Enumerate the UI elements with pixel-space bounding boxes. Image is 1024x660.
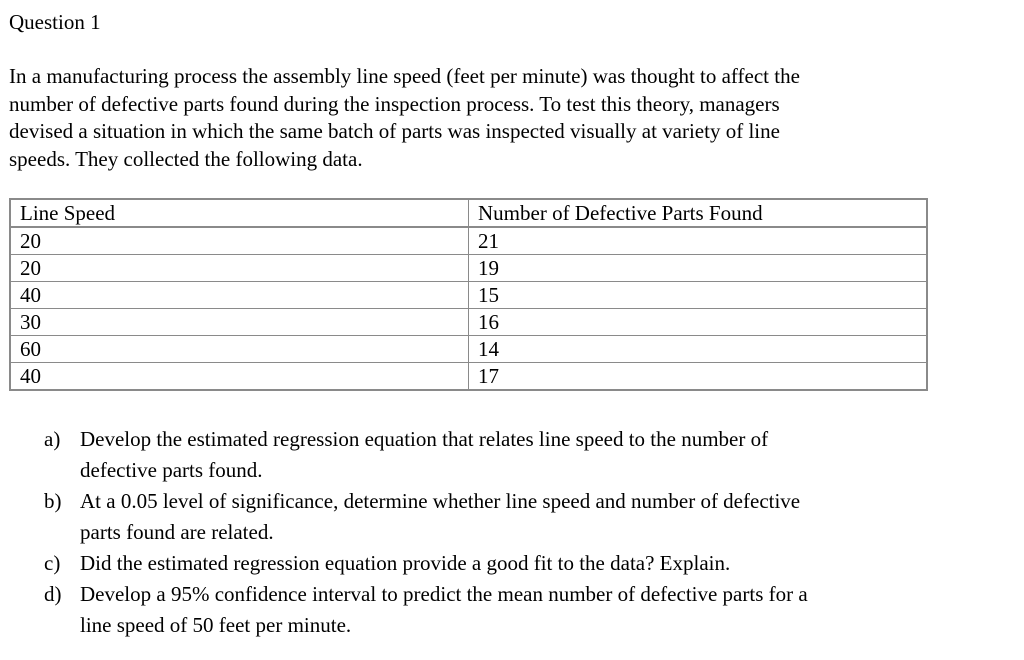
question-item-c [44, 548, 808, 579]
table-row [10, 255, 927, 282]
cell-line-speed: 30 [10, 309, 469, 336]
question-item-b [44, 486, 808, 548]
question-marker: b) [44, 489, 62, 513]
cell-defective-parts: 16 [469, 309, 928, 336]
cell-line-speed: 60 [10, 336, 469, 363]
question-item-d [44, 579, 808, 641]
cell-line-speed: 20 [10, 227, 469, 255]
question-text: defective parts found. [80, 458, 263, 482]
cell-defective-parts: 17 [469, 363, 928, 391]
question-marker: d) [44, 582, 62, 606]
question-text: Develop a 95% confidence interval to predict the mean number of defective parts for a [80, 582, 808, 606]
question-marker: c) [44, 551, 61, 575]
question-marker: a) [44, 427, 61, 451]
cell-line-speed: 40 [10, 282, 469, 309]
question-list [44, 424, 808, 641]
cell-defective-parts: 21 [469, 227, 928, 255]
question-text: Develop the estimated regression equation that relates line speed to the number of [80, 427, 769, 451]
question-title: Question 1 [9, 10, 101, 34]
data-table [9, 198, 928, 391]
cell-defective-parts: 19 [469, 255, 928, 282]
intro-line: number of defective parts found during the inspection process. To test this theory, managers [9, 91, 780, 116]
cell-defective-parts: 14 [469, 336, 928, 363]
header-line-speed: Line Speed [10, 199, 469, 227]
header-defective-parts: Number of Defective Parts Found [469, 199, 928, 227]
cell-defective-parts: 15 [469, 282, 928, 309]
table-row [10, 336, 927, 363]
intro-line: In a manufacturing process the assembly line speed (feet per minute) was thought to affect the [9, 64, 800, 88]
question-text: parts found are related. [80, 520, 274, 544]
question-text: Did the estimated regression equation provide a good fit to the data? Explain. [80, 551, 731, 575]
intro-line: devised a situation in which the same batch of parts was inspected visually at variety of line [9, 119, 780, 144]
table-row [10, 227, 927, 255]
table-header-row [10, 199, 927, 227]
cell-line-speed: 40 [10, 363, 469, 391]
table-row [10, 309, 927, 336]
table-row [10, 363, 927, 391]
question-text: line speed of 50 feet per minute. [80, 613, 352, 637]
intro-paragraph [9, 63, 800, 173]
cell-line-speed: 20 [10, 255, 469, 282]
question-text: At a 0.05 level of significance, determine whether line speed and number of defective [80, 489, 801, 513]
intro-line: speeds. They collected the following data. [9, 146, 363, 171]
table-row [10, 282, 927, 309]
question-item-a [44, 424, 808, 486]
